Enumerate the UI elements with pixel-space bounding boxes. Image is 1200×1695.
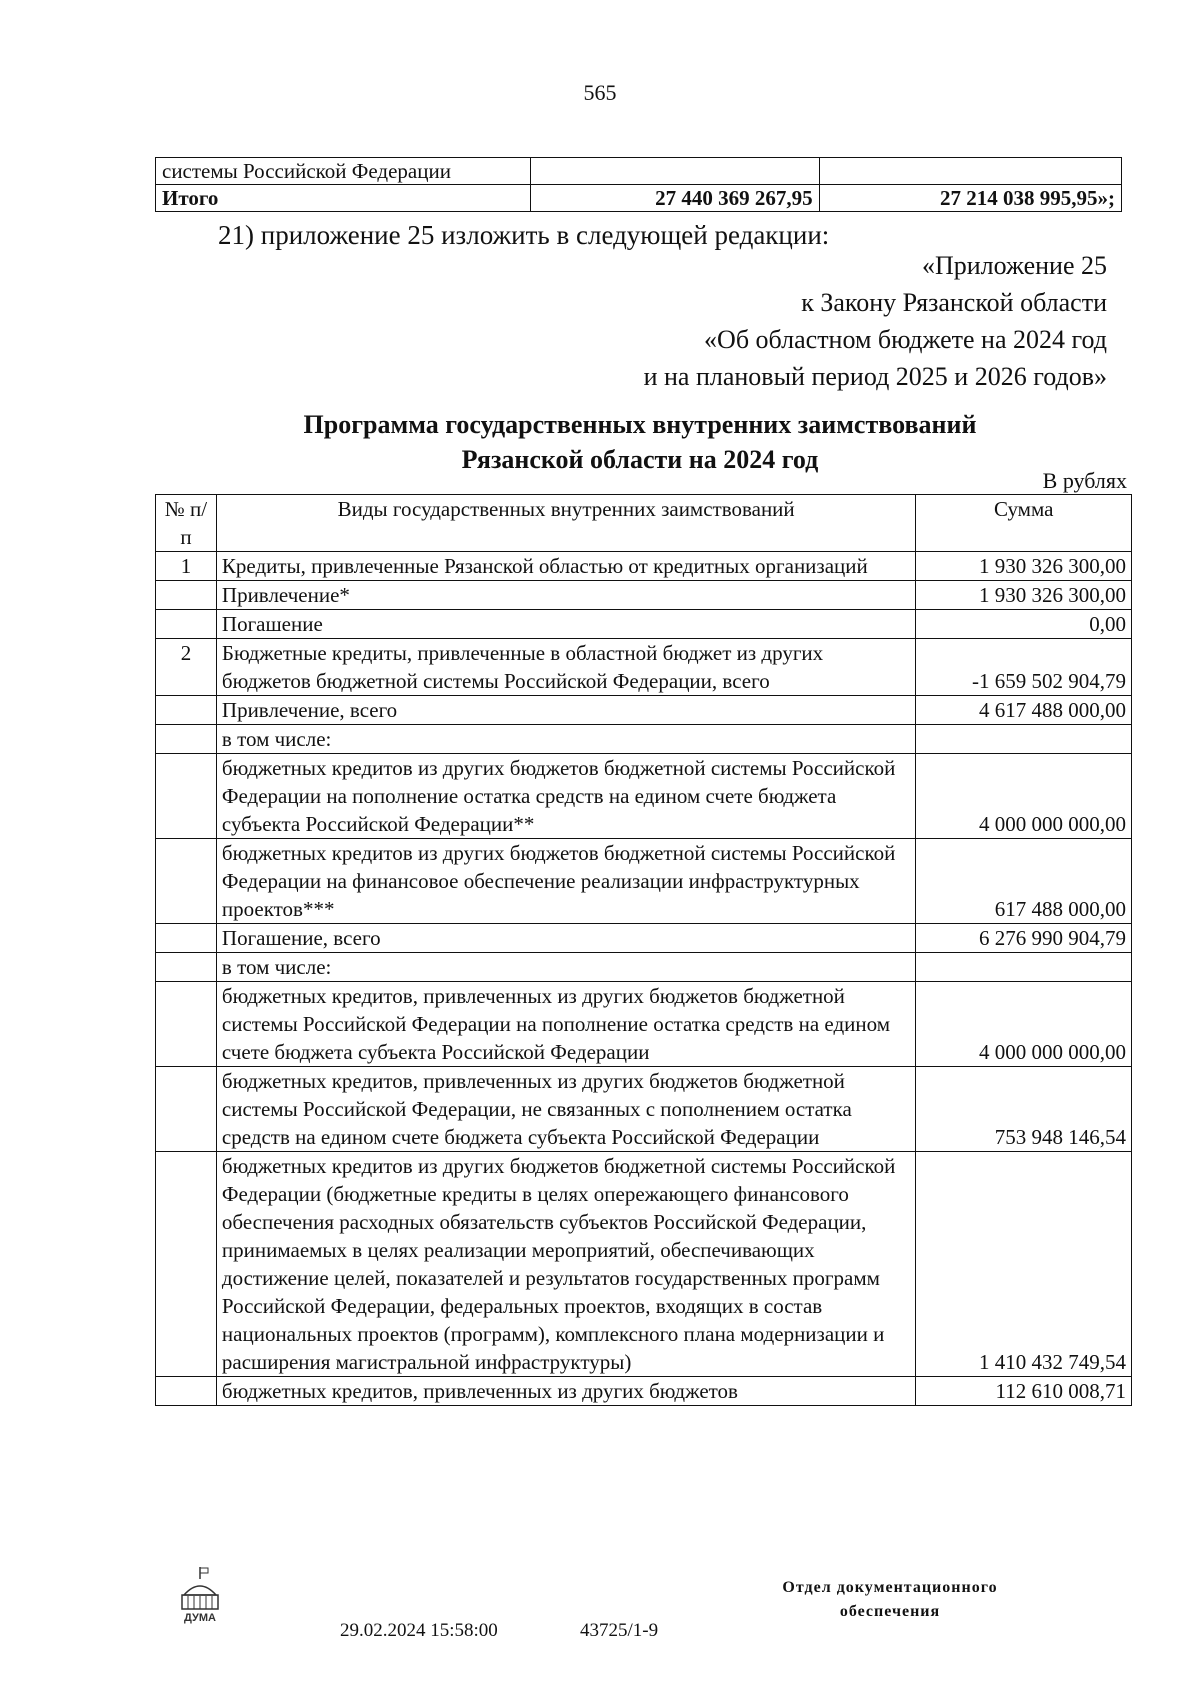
total-label: Итого [156,185,531,212]
total-value-2: 27 214 038 995,95»; [819,185,1121,212]
appendix-line: «Приложение 25 [921,251,1107,280]
row-sum: 617 488 000,00 [916,839,1132,924]
borrowings-table [155,494,1132,1406]
row-sum: 4 000 000 000,00 [916,982,1132,1067]
table-row [156,839,1132,924]
table-row [156,725,1132,754]
row-sum: 1 410 432 749,54 [916,1152,1132,1377]
appendix-line: «Об областном бюджете на 2024 год [704,325,1107,354]
row-description: бюджетных кредитов, привлеченных из других бюджетов [216,1377,916,1406]
header-sum: Сумма [916,495,1132,552]
header-description: Виды государственных внутренних заимствований [216,495,916,552]
table-row [156,754,1132,839]
row-sum: 112 610 008,71 [916,1377,1132,1406]
row-description: бюджетных кредитов из других бюджетов бюджетной системы Российской Федерации на финансовое обеспечение реализации инфраструктурных проектов*** [216,839,916,924]
document-title [0,407,1200,477]
row-number [156,982,217,1067]
table-row [156,552,1132,581]
row-number [156,839,217,924]
table-row [156,1152,1132,1377]
footer-date: 29.02.2024 15:58:00 [340,1620,498,1641]
row-description: Кредиты, привлеченные Рязанской областью от кредитных организаций [216,552,916,581]
row-sum: 4 617 488 000,00 [916,696,1132,725]
row-number [156,581,217,610]
row-description: Погашение, всего [216,924,916,953]
page-number: 565 [583,80,617,105]
row-number [156,696,217,725]
row-description: в том числе: [216,725,916,754]
row-description: Привлечение* [216,581,916,610]
footer-department [750,1576,1030,1624]
footer-doc-number: 43725/1-9 [580,1620,659,1641]
row-number [156,610,217,639]
row-value-2 [819,158,1121,185]
row-sum: 4 000 000 000,00 [916,754,1132,839]
row-sum: 0,00 [916,610,1132,639]
row-number: 2 [156,639,217,696]
title-line: Рязанской области на 2024 год [461,445,819,474]
row-sum: -1 659 502 904,79 [916,639,1132,696]
row-description: в том числе: [216,953,916,982]
row-number [156,953,217,982]
table-row [156,639,1132,696]
table-row [156,1377,1132,1406]
row-number [156,1377,217,1406]
row-description: Погашение [216,610,916,639]
row-sum [916,953,1132,982]
previous-table-tail [155,157,1122,212]
table-row [156,982,1132,1067]
title-line: Программа государственных внутренних заимствований [303,410,977,439]
table-header-row [156,495,1132,552]
logo-text: ДУМА [184,1612,216,1624]
table-row [156,924,1132,953]
row-number [156,754,217,839]
table-row [156,953,1132,982]
table-row [156,696,1132,725]
row-description: бюджетных кредитов из других бюджетов бюджетной системы Российской Федерации на пополнение остатка средств на едином счете бюджета субъекта Российской Федерации** [216,754,916,839]
appendix-reference [644,247,1107,395]
row-description: Привлечение, всего [216,696,916,725]
row-number [156,1152,217,1377]
header-number: № п/п [156,495,217,552]
row-description: бюджетных кредитов, привлеченных из других бюджетов бюджетной системы Российской Федерации, не связанных с пополнением остатка средств на едином счете бюджета субъекта Российской Федерации [216,1067,916,1152]
row-sum: 6 276 990 904,79 [916,924,1132,953]
row-description: бюджетных кредитов, привлеченных из других бюджетов бюджетной системы Российской Федерации на пополнение остатка средств на едином счете бюджета субъекта Российской Федерации [216,982,916,1067]
duma-logo-icon [170,1565,230,1625]
total-value-1: 27 440 369 267,95 [530,185,819,212]
row-sum [916,725,1132,754]
appendix-line: к Закону Рязанской области [801,288,1107,317]
row-description: бюджетных кредитов из других бюджетов бюджетной системы Российской Федерации (бюджетные кредиты в целях опережающего финансового обеспечения расходных обязательств субъектов Российской Федерации, принимаемых в целях реализации мероприятий, обеспечивающих достижение целей, показателей и результатов государственных программ Российской Федерации, федеральных проектов, входящих в состав национальных проектов (программ), комплексного плана модернизации и расширения магистральной инфраструктуры) [216,1152,916,1377]
table-row [156,581,1132,610]
row-number [156,725,217,754]
row-label: системы Российской Федерации [156,158,531,185]
appendix-line: и на плановый период 2025 и 2026 годов» [643,362,1107,391]
unit-label: В рублях [1042,468,1127,493]
row-number [156,924,217,953]
table-row [156,1067,1132,1152]
row-sum: 1 930 326 300,00 [916,552,1132,581]
dept-line: Отдел документационного [782,1579,998,1596]
row-description: Бюджетные кредиты, привлеченные в областной бюджет из других бюджетов бюджетной системы Российской Федерации, всего [216,639,916,696]
table-row [156,158,1122,185]
row-value-1 [530,158,819,185]
amendment-text: 21) приложение 25 изложить в следующей редакции: [218,220,830,250]
row-number: 1 [156,552,217,581]
row-number [156,1067,217,1152]
table-row [156,610,1132,639]
row-sum: 1 930 326 300,00 [916,581,1132,610]
row-sum: 753 948 146,54 [916,1067,1132,1152]
table-row-total [156,185,1122,212]
dept-line: обеспечения [839,1603,941,1620]
